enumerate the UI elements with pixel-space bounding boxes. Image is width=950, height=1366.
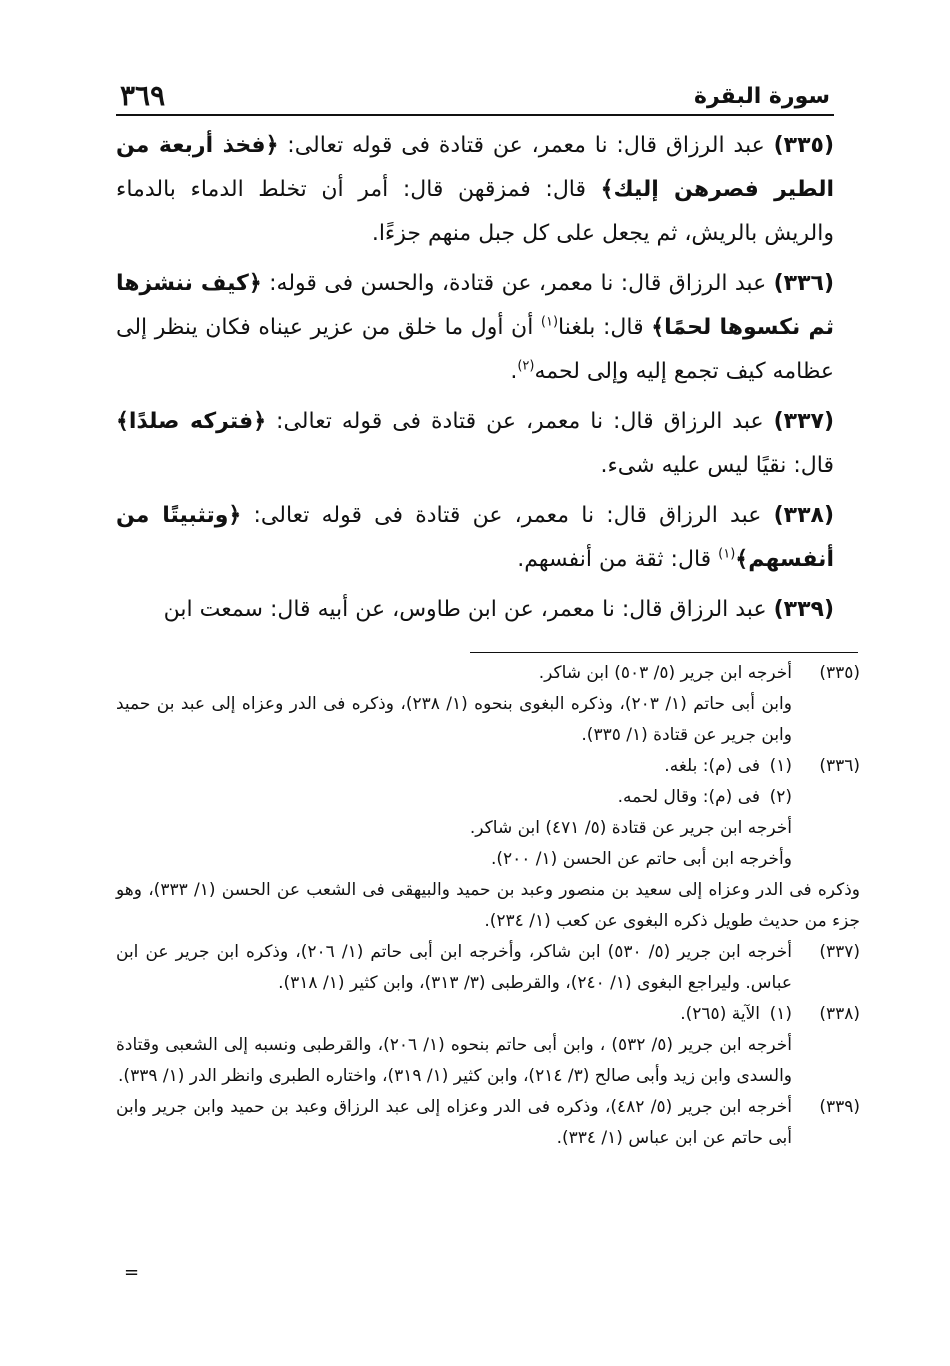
- footnote-text: أخرجه ابن جرير عن قتادة (٥/ ٤٧١) ابن شاكر.: [469, 818, 792, 838]
- paragraph-337: [116, 400, 834, 488]
- footnote-337: [116, 937, 860, 999]
- footnote-ref: (١): [540, 314, 559, 330]
- continuation-mark: =: [124, 1262, 140, 1283]
- hadith-number: (٣٣٦): [773, 271, 834, 296]
- footnote-divider: [470, 652, 858, 653]
- footnote-text: أخرجه ابن جرير (٥/ ٥٠٣) ابن شاكر.: [538, 663, 792, 683]
- paragraph-text: قال: بلغنا: [558, 315, 652, 340]
- paragraph-338: [116, 494, 834, 582]
- footnote-label: (٣٣٩): [819, 1097, 860, 1117]
- footnote-336-cont: [116, 875, 860, 937]
- footnote-sub-label: (١): [769, 756, 792, 776]
- main-text: [116, 124, 834, 638]
- paragraph-text: عبد الرزاق قال: نا معمر، عن قتادة فى قوله تعالى:: [266, 409, 774, 434]
- hadith-number: (٣٣٩): [773, 597, 834, 622]
- paragraph-text: عبد الرزاق قال: نا معمر، عن قتادة، والحسن فى قوله:: [261, 271, 774, 296]
- footnote-sub-1: [116, 751, 792, 782]
- hadith-number: (٣٣٥): [773, 133, 834, 158]
- paragraph-text: قال: نقيًا ليس عليه شىء.: [600, 453, 834, 478]
- footnote-text: وابن أبى حاتم (١/ ٢٠٣)، وذكره البغوى بنحوه (١/ ٢٣٨)، وذكره فى الدر وعزاه إلى عبد بن حميد وابن جرير عن قتادة (١/ ٣٣٥).: [116, 694, 792, 745]
- footnote-body: [116, 937, 792, 999]
- running-title: سورة البقرة: [693, 84, 830, 109]
- footnote-335: [116, 658, 860, 751]
- footnote-text: الآية (٢٦٥).: [680, 1004, 760, 1024]
- footnote-label: (٣٣٦): [819, 756, 860, 776]
- footnote-ref: (٢): [517, 358, 535, 374]
- footnote-body: [116, 875, 860, 937]
- footnote-body: [116, 999, 792, 1092]
- quran-quote: ﴿فتركه صلدًا﴾: [116, 409, 267, 434]
- footnote-label: (٣٣٧): [819, 942, 860, 962]
- footnote-text: أخرجه ابن جرير (٥/ ٥٣٢) ، وابن أبى حاتم بنحوه (١/ ٢٠٦)، والقرطبى ونسبه إلى الشعبى وقتادة والسدى وابن زيد وأبى صالح (٣/ ٢١٤)، وابن كثير (١/ ٣١٩)، واختاره الطبرى وانظر الدر (١/ ٣٣٩).: [116, 1035, 792, 1086]
- hadith-number: (٣٣٧): [773, 409, 834, 434]
- paragraph-text: عبد الرزاق قال: نا معمر، عن قتادة فى قوله تعالى:: [278, 133, 774, 158]
- footnote-336: [116, 751, 860, 875]
- paragraph-text: .: [510, 359, 518, 384]
- footnote-text: أخرجه ابن جرير (٥/ ٥٣٠) ابن شاكر، وأخرجه ابن أبى حاتم (١/ ٢٠٦)، وذكره ابن جرير عن ابن عباس. وليراجع البغوى (١/ ٢٤٠)، والقرطبى (٣/ ٣١٣)، وابن كثير (١/ ٣١٨).: [116, 942, 792, 993]
- footnote-text: فى (م): بلغه.: [664, 756, 760, 776]
- footnote-body: [116, 1092, 792, 1154]
- footnote-sub-label: (١): [769, 1004, 792, 1024]
- footnote-sub-2: [116, 782, 792, 813]
- page-header: [116, 70, 834, 116]
- footnote-sub-1: [116, 999, 792, 1030]
- footnote-338: [116, 999, 860, 1092]
- footnotes: [116, 658, 860, 1154]
- paragraph-text: قال: ثقة من أنفسهم.: [517, 547, 719, 572]
- quran-quote: ﴿فخذ أربعة من الطير فصرهن إليك﴾: [116, 133, 834, 202]
- paragraph-text: أن أول ما خلق من عزير عيناه فكان ينظر إلى عظامه كيف تجمع إليه وإلى لحمه: [116, 315, 834, 384]
- footnote-label: (٣٣٨): [819, 1004, 860, 1024]
- footnote-text: وأخرجه ابن أبى حاتم عن الحسن (١/ ٢٠٠).: [490, 849, 792, 869]
- paragraph-339: [116, 588, 834, 632]
- quran-quote: ﴿وتثبيتًا من أنفسهم﴾: [116, 503, 834, 572]
- paragraph-text: عبد الرزاق قال: نا معمر، عن قتادة فى قوله تعالى:: [241, 503, 774, 528]
- footnote-label: (٣٣٥): [819, 663, 860, 683]
- footnote-body: [116, 658, 792, 751]
- footnote-text: وذكره فى الدر وعزاه إلى سعيد بن منصور وعبد بن حميد والبيهقى فى الشعب عن الحسن (١/ ٣٣٣)، وهو جزء من حديث طويل ذكره البغوى عن كعب (١/ ٢٣٤).: [116, 880, 860, 931]
- paragraph-335: [116, 124, 834, 256]
- paragraph-text: قال: فمزقهن قال: أمر أن تخلط الدماء بالدماء والريش بالريش، ثم يجعل على كل جبل منهم جزءًا.: [116, 177, 834, 246]
- page-number: ٣٦٩: [120, 79, 166, 112]
- paragraph-336: [116, 262, 834, 394]
- paragraph-text: عبد الرزاق قال: نا معمر، عن ابن طاوس، عن أبيه قال: سمعت ابن: [163, 597, 774, 622]
- footnote-text: فى (م): وقال لحمه.: [617, 787, 760, 807]
- quran-quote: ﴿كيف ننشزها ثم نكسوها لحمًا﴾: [116, 271, 834, 340]
- footnote-339: [116, 1092, 860, 1154]
- footnote-text: أخرجه ابن جرير (٥/ ٤٨٢)، وذكره فى الدر وعزاه إلى عبد الرزاق وعبد بن حميد وابن جرير وابن أبى حاتم عن ابن عباس (١/ ٣٣٤).: [116, 1097, 792, 1148]
- footnote-sub-label: (٢): [769, 787, 792, 807]
- footnote-body: [116, 751, 792, 875]
- footnote-ref: (١): [718, 546, 736, 562]
- hadith-number: (٣٣٨): [773, 503, 834, 528]
